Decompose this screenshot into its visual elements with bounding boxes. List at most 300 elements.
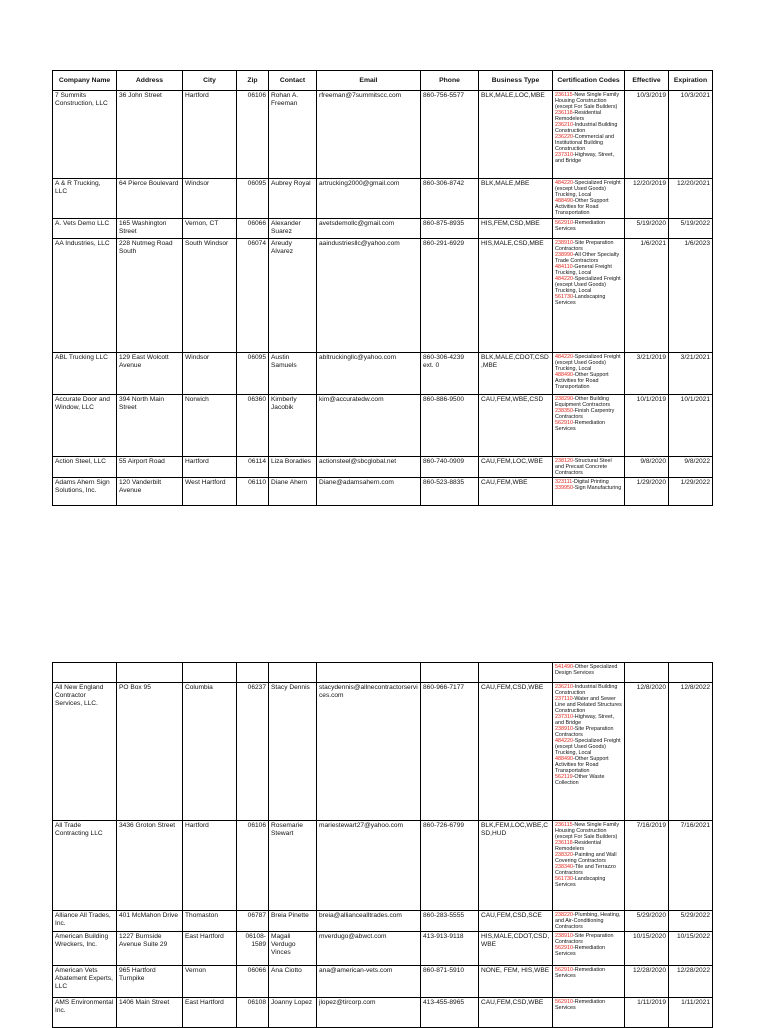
column-header-email: Email bbox=[317, 71, 421, 91]
cert-entry bbox=[555, 738, 622, 756]
cell-effective: 1/11/2019 bbox=[625, 998, 669, 1028]
cell-contact: Alexander Suarez bbox=[269, 219, 317, 239]
cert-code: 238910 bbox=[555, 726, 573, 732]
column-header-effective: Effective bbox=[625, 71, 669, 91]
cell-email[interactable]: artrucking2000@gmail.com bbox=[317, 179, 421, 219]
cell-effective: 5/19/2020 bbox=[625, 219, 669, 239]
cert-desc: -Specialized Freight (except Used Goods) Trucking, Local bbox=[555, 276, 621, 294]
cert-code: 561730 bbox=[555, 876, 573, 882]
cell-zip: 06237 bbox=[237, 683, 269, 821]
cell-type: BLK,MALE,CDOT,CSD,MBE bbox=[479, 353, 553, 395]
cell-expiration: 10/15/2022 bbox=[669, 932, 713, 966]
cell-certs bbox=[553, 663, 625, 683]
cert-code: 238320 bbox=[555, 852, 573, 858]
cell-zip: 06360 bbox=[237, 395, 269, 457]
cert-code: 562910 bbox=[555, 999, 573, 1005]
cert-desc: -Plumbing, Heating, and Air-Conditioning Contractors bbox=[555, 912, 621, 930]
cell-certs bbox=[553, 998, 625, 1028]
cert-desc: -Remediation Services bbox=[555, 220, 606, 232]
cell-phone: 860-756-5577 bbox=[421, 91, 479, 179]
table-row bbox=[53, 457, 713, 478]
cell-certs bbox=[553, 91, 625, 179]
table-row bbox=[53, 911, 713, 932]
cell-expiration: 12/28/2022 bbox=[669, 966, 713, 998]
cell-city: South Windsor bbox=[183, 239, 237, 353]
cell-address: 36 John Street bbox=[117, 91, 183, 179]
cell-expiration: 3/21/2021 bbox=[669, 353, 713, 395]
cell-email[interactable]: avetsdemollc@gmail.com bbox=[317, 219, 421, 239]
cert-entry bbox=[555, 933, 622, 945]
cert-code: 236115 bbox=[555, 822, 573, 828]
cert-entry bbox=[555, 152, 622, 164]
column-header-city: City bbox=[183, 71, 237, 91]
cell-email[interactable]: rfreeman@7summitscc.com bbox=[317, 91, 421, 179]
cert-desc: -Other Specialized Design Services bbox=[555, 664, 618, 676]
cert-entry bbox=[555, 458, 622, 476]
cert-code: 238910 bbox=[555, 933, 573, 939]
cert-code: 561730 bbox=[555, 294, 573, 300]
cert-entry bbox=[555, 276, 622, 294]
cell-effective: 10/15/2020 bbox=[625, 932, 669, 966]
cell-email[interactable]: kim@accuratedw.com bbox=[317, 395, 421, 457]
cell-company: All Trade Contracting LLC bbox=[53, 821, 117, 911]
cert-desc: -Painting and Wall Covering Contractors bbox=[555, 852, 617, 864]
cert-desc: -Remediation Services bbox=[555, 945, 606, 957]
cell-company: Adams Ahern Sign Solutions, Inc. bbox=[53, 478, 117, 506]
cell-phone: 860-726-6799 bbox=[421, 821, 479, 911]
cert-desc: -Specialized Freight (except Used Goods) Trucking, Local bbox=[555, 354, 621, 372]
cell-email[interactable]: jlopez@tircorp.com bbox=[317, 998, 421, 1028]
cert-desc: -Site Preparation Contractors bbox=[555, 726, 614, 738]
cell-effective: 1/29/2020 bbox=[625, 478, 669, 506]
cert-desc: -Remediation Services bbox=[555, 999, 606, 1011]
cert-code: 236118 bbox=[555, 840, 573, 846]
cell-effective: 12/8/2020 bbox=[625, 683, 669, 821]
header-row bbox=[53, 71, 713, 91]
cell-certs bbox=[553, 821, 625, 911]
column-header-company: Company Name bbox=[53, 71, 117, 91]
cert-code: 237110 bbox=[555, 696, 573, 702]
cell-type: BLK,FEM,LOC,WBE,CSD,HUD bbox=[479, 821, 553, 911]
cert-desc: -General Freight Trucking, Local bbox=[555, 264, 612, 276]
cell-phone: 860-523-8835 bbox=[421, 478, 479, 506]
column-header-type: Business Type bbox=[479, 71, 553, 91]
cell-zip: 06108 bbox=[237, 998, 269, 1028]
cell-type: BLK,MALE,LOC,MBE bbox=[479, 91, 553, 179]
cell-empty bbox=[53, 663, 117, 683]
cert-desc: -New Single Family Housing Construction (except For Sale Builders) bbox=[555, 92, 620, 110]
cert-code: 562910 bbox=[555, 220, 573, 226]
cert-desc: -Site Preparation Contractors bbox=[555, 240, 614, 252]
column-header-contact: Contact bbox=[269, 71, 317, 91]
cert-desc: -Specialized Freight (except Used Goods) Trucking, Local bbox=[555, 180, 621, 198]
cell-company: American Vets Abatement Experts, LLC bbox=[53, 966, 117, 998]
cell-certs bbox=[553, 932, 625, 966]
table-row bbox=[53, 683, 713, 821]
cell-contact: Areudy Alvarez bbox=[269, 239, 317, 353]
cert-entry bbox=[555, 912, 622, 930]
cell-city: Hartford bbox=[183, 91, 237, 179]
cert-code: 562910 bbox=[555, 967, 573, 973]
cert-entry bbox=[555, 134, 622, 152]
cell-effective: 1/6/2021 bbox=[625, 239, 669, 353]
cert-entry bbox=[555, 240, 622, 252]
cell-address: 228 Nutmeg Road South bbox=[117, 239, 183, 353]
cert-entry bbox=[555, 420, 622, 432]
cert-desc: -Highway, Street, and Bridge bbox=[555, 714, 614, 726]
cell-city: Windsor bbox=[183, 179, 237, 219]
cert-entry bbox=[555, 664, 622, 676]
cell-type: BLK,MALE,MBE bbox=[479, 179, 553, 219]
cell-phone: 860-875-8935 bbox=[421, 219, 479, 239]
cell-zip: 06106 bbox=[237, 821, 269, 911]
cell-type: CAU,FEM,WBE,CSD bbox=[479, 395, 553, 457]
cell-empty bbox=[421, 663, 479, 683]
cell-contact: Aubrey Royal bbox=[269, 179, 317, 219]
cert-desc: -New Single Family Housing Construction (except For Sale Builders) bbox=[555, 822, 620, 840]
cert-entry bbox=[555, 774, 622, 786]
cert-entry bbox=[555, 864, 622, 876]
continuation-row bbox=[53, 663, 713, 683]
cert-code: 488490 bbox=[555, 756, 573, 762]
cell-contact: Liza Boradies bbox=[269, 457, 317, 478]
cell-city: East Hartford bbox=[183, 932, 237, 966]
cell-address: 1227 Burnside Avenue Suite 29 bbox=[117, 932, 183, 966]
cell-phone: 860-886-9500 bbox=[421, 395, 479, 457]
table-row bbox=[53, 91, 713, 179]
table-row bbox=[53, 219, 713, 239]
cert-entry bbox=[555, 92, 622, 110]
cell-phone: 860-740-0909 bbox=[421, 457, 479, 478]
cert-entry bbox=[555, 822, 622, 840]
cell-address: 3436 Groton Street bbox=[117, 821, 183, 911]
cert-desc: -All Other Specialty Trade Contractors bbox=[555, 252, 620, 264]
cert-desc: -Landscaping Services bbox=[555, 876, 606, 888]
cell-certs bbox=[553, 353, 625, 395]
cell-certs bbox=[553, 179, 625, 219]
cell-effective: 9/8/2020 bbox=[625, 457, 669, 478]
cell-city: East Hartford bbox=[183, 998, 237, 1028]
table-row bbox=[53, 998, 713, 1028]
cell-certs bbox=[553, 457, 625, 478]
cert-code: 541490 bbox=[555, 664, 573, 670]
cell-company: 7 Summits Construction, LLC bbox=[53, 91, 117, 179]
cell-empty bbox=[269, 663, 317, 683]
cell-address: 394 North Main Street bbox=[117, 395, 183, 457]
cert-code: 484220 bbox=[555, 354, 573, 360]
cert-desc: -Commercial and Institutional Building Construction bbox=[555, 134, 615, 152]
cell-contact: Rohan A. Freeman bbox=[269, 91, 317, 179]
cell-company: A. Vets Demo LLC bbox=[53, 219, 117, 239]
cell-effective: 10/1/2019 bbox=[625, 395, 669, 457]
cell-effective: 12/28/2020 bbox=[625, 966, 669, 998]
cell-type: CAU,FEM,WBE bbox=[479, 478, 553, 506]
cell-contact: Rosemarie Stewart bbox=[269, 821, 317, 911]
cell-email[interactable]: aaindustriesllc@yahoo.com bbox=[317, 239, 421, 353]
cert-code: 238910 bbox=[555, 240, 573, 246]
cert-code: 238290 bbox=[555, 396, 573, 402]
cell-expiration: 7/16/2021 bbox=[669, 821, 713, 911]
cell-empty bbox=[669, 663, 713, 683]
cell-phone: 413-455-8965 bbox=[421, 998, 479, 1028]
cell-address: 64 Pierce Boulevard bbox=[117, 179, 183, 219]
cell-effective: 5/29/2020 bbox=[625, 911, 669, 932]
cert-desc: -Water and Sewer Line and Related Structures Construction bbox=[555, 696, 622, 714]
cell-type: CAU,FEM,CSD,WBE bbox=[479, 998, 553, 1028]
cell-expiration: 9/8/2022 bbox=[669, 457, 713, 478]
cert-entry bbox=[555, 264, 622, 276]
vendor-table-1 bbox=[52, 70, 713, 506]
table-row bbox=[53, 395, 713, 457]
cell-expiration: 10/1/2021 bbox=[669, 395, 713, 457]
cell-address: PO Box 95 bbox=[117, 683, 183, 821]
cell-company: American Building Wreckers, Inc. bbox=[53, 932, 117, 966]
cell-email[interactable]: ana@american-vets.com bbox=[317, 966, 421, 998]
cell-effective: 10/3/2019 bbox=[625, 91, 669, 179]
table-row bbox=[53, 821, 713, 911]
cert-code: 236210 bbox=[555, 122, 573, 128]
table-row bbox=[53, 932, 713, 966]
cell-certs bbox=[553, 395, 625, 457]
cert-desc: -Digital Printing bbox=[572, 479, 609, 485]
cell-empty bbox=[625, 663, 669, 683]
column-header-expiration: Expiration bbox=[669, 71, 713, 91]
cell-city: Windsor bbox=[183, 353, 237, 395]
cell-address: 120 Vanderbilt Avenue bbox=[117, 478, 183, 506]
cert-code: 323111 bbox=[555, 479, 573, 485]
cell-zip: 06108-1589 bbox=[237, 932, 269, 966]
cert-code: 484220 bbox=[555, 738, 573, 744]
cell-empty bbox=[237, 663, 269, 683]
cell-address: 165 Washington Street bbox=[117, 219, 183, 239]
cert-entry bbox=[555, 408, 622, 420]
cert-entry bbox=[555, 180, 622, 198]
cert-desc: -Other Support Activities for Road Transportation bbox=[555, 372, 609, 390]
column-header-phone: Phone bbox=[421, 71, 479, 91]
cell-email[interactable]: mariestewart27@yahoo.com bbox=[317, 821, 421, 911]
cert-entry bbox=[555, 354, 622, 372]
cell-zip: 06095 bbox=[237, 353, 269, 395]
cert-code: 238220 bbox=[555, 912, 573, 918]
cert-desc: -Sign Manufacturing bbox=[573, 485, 622, 491]
cert-desc: -Other Support Activities for Road Transportation bbox=[555, 198, 609, 216]
cell-city: West Hartford bbox=[183, 478, 237, 506]
cert-entry bbox=[555, 198, 622, 216]
cert-desc: -Remediation Services bbox=[555, 420, 606, 432]
cell-expiration: 12/8/2022 bbox=[669, 683, 713, 821]
cell-address: 1406 Main Street bbox=[117, 998, 183, 1028]
cert-code: 488490 bbox=[555, 198, 573, 204]
cell-type: CAU,FEM,CSD,SCE bbox=[479, 911, 553, 932]
cell-zip: 06066 bbox=[237, 966, 269, 998]
cert-entry bbox=[555, 485, 622, 491]
cell-contact: Magali Verdugo Vinces bbox=[269, 932, 317, 966]
cert-desc: -Other Waste Collection bbox=[555, 774, 605, 786]
cell-certs bbox=[553, 219, 625, 239]
cell-empty bbox=[317, 663, 421, 683]
cell-expiration: 1/29/2022 bbox=[669, 478, 713, 506]
cell-expiration: 1/11/2021 bbox=[669, 998, 713, 1028]
cell-address: 129 East Wolcott Avenue bbox=[117, 353, 183, 395]
cert-code: 488490 bbox=[555, 372, 573, 378]
cert-entry bbox=[555, 294, 622, 306]
cell-contact: Ana Ciotto bbox=[269, 966, 317, 998]
cert-desc: -Landscaping Services bbox=[555, 294, 606, 306]
cell-contact: Stacy Dennis bbox=[269, 683, 317, 821]
cell-type: NONE, FEM, HIS,WBE bbox=[479, 966, 553, 998]
cell-city: Vernon, CT bbox=[183, 219, 237, 239]
cell-expiration: 5/29/2022 bbox=[669, 911, 713, 932]
cell-zip: 06074 bbox=[237, 239, 269, 353]
cell-certs bbox=[553, 966, 625, 998]
cell-certs bbox=[553, 239, 625, 353]
cell-type: HIS,MALE,CDOT,CSD,WBE bbox=[479, 932, 553, 966]
cert-desc: -Highway, Street, and Bridge bbox=[555, 152, 614, 164]
cert-code: 339950 bbox=[555, 485, 573, 491]
cert-entry bbox=[555, 252, 622, 264]
cert-code: 238350 bbox=[555, 408, 573, 414]
cell-effective: 7/16/2019 bbox=[625, 821, 669, 911]
cell-certs bbox=[553, 683, 625, 821]
cert-desc: -Specialized Freight (except Used Goods) Trucking, Local bbox=[555, 738, 621, 756]
table-row bbox=[53, 179, 713, 219]
cert-code: 238120 bbox=[555, 458, 573, 464]
cert-code: 484220 bbox=[555, 276, 573, 282]
cell-expiration: 1/6/2023 bbox=[669, 239, 713, 353]
column-header-certs: Certification Codes bbox=[553, 71, 625, 91]
table-page-1 bbox=[52, 70, 712, 506]
cert-code: 236220 bbox=[555, 134, 573, 140]
cert-entry bbox=[555, 840, 622, 852]
cert-code: 237310 bbox=[555, 152, 573, 158]
cell-company: Action Steel, LLC bbox=[53, 457, 117, 478]
cell-phone: 860-966-7177 bbox=[421, 683, 479, 821]
cert-entry bbox=[555, 852, 622, 864]
cert-entry bbox=[555, 696, 622, 714]
cell-company: A & R Trucking, LLC bbox=[53, 179, 117, 219]
cell-company: ABL Trucking LLC bbox=[53, 353, 117, 395]
cert-code: 238340 bbox=[555, 864, 573, 870]
column-header-address: Address bbox=[117, 71, 183, 91]
cert-code: 236210 bbox=[555, 684, 573, 690]
cert-entry bbox=[555, 756, 622, 774]
cert-code: 237310 bbox=[555, 714, 573, 720]
table-row bbox=[53, 239, 713, 353]
cert-entry bbox=[555, 726, 622, 738]
cert-entry bbox=[555, 714, 622, 726]
cert-desc: -Finish Carpentry Contractors bbox=[555, 408, 615, 420]
cert-desc: -Industrial Building Construction bbox=[555, 122, 618, 134]
cell-city: Thomaston bbox=[183, 911, 237, 932]
cell-type: CAU,FEM,CSD,WBE bbox=[479, 683, 553, 821]
cell-expiration: 10/3/2021 bbox=[669, 91, 713, 179]
cert-code: 562910 bbox=[555, 420, 573, 426]
cell-city: Hartford bbox=[183, 821, 237, 911]
cell-email[interactable]: Diane@adamsahern.com bbox=[317, 478, 421, 506]
table-row bbox=[53, 478, 713, 506]
table-row bbox=[53, 353, 713, 395]
cell-empty bbox=[479, 663, 553, 683]
cert-desc: -Tile and Terrazzo Contractors bbox=[555, 864, 616, 876]
table-row bbox=[53, 966, 713, 998]
cell-contact: Joanny Lopez bbox=[269, 998, 317, 1028]
cell-phone: 860-871-5910 bbox=[421, 966, 479, 998]
cert-code: 562910 bbox=[555, 945, 573, 951]
cell-city: Hartford bbox=[183, 457, 237, 478]
cell-contact: Kimberly Jacobik bbox=[269, 395, 317, 457]
cert-entry bbox=[555, 967, 622, 979]
column-header-zip: Zip bbox=[237, 71, 269, 91]
cell-type: CAU,FEM,LOC,WBE bbox=[479, 457, 553, 478]
cell-type: HIS,MALE,CSD,MBE bbox=[479, 239, 553, 353]
cell-empty bbox=[117, 663, 183, 683]
cell-empty bbox=[183, 663, 237, 683]
cell-certs bbox=[553, 911, 625, 932]
cell-zip: 06095 bbox=[237, 179, 269, 219]
cert-desc: -Other Support Activities for Road Transportation bbox=[555, 756, 609, 774]
cell-effective: 3/21/2019 bbox=[625, 353, 669, 395]
cell-phone: 860-306-8742 bbox=[421, 179, 479, 219]
cell-expiration: 5/19/2022 bbox=[669, 219, 713, 239]
cell-email[interactable]: breia@alliancealltrades.com bbox=[317, 911, 421, 932]
cell-email[interactable]: abltruckingllc@yahoo.com bbox=[317, 353, 421, 395]
cell-zip: 06066 bbox=[237, 219, 269, 239]
cert-code: 236118 bbox=[555, 110, 573, 116]
cell-email[interactable]: stacydennis@allnecontractorservices.com bbox=[317, 683, 421, 821]
cell-company: Alliance All Trades, Inc. bbox=[53, 911, 117, 932]
cert-entry bbox=[555, 684, 622, 696]
cell-contact: Breia Pinette bbox=[269, 911, 317, 932]
cert-code: 484220 bbox=[555, 180, 573, 186]
cert-entry bbox=[555, 396, 622, 408]
cert-code: 236115 bbox=[555, 92, 573, 98]
cert-desc: -Other Building Equipment Contractors bbox=[555, 396, 611, 408]
cell-city: Vernon bbox=[183, 966, 237, 998]
cell-zip: 06106 bbox=[237, 91, 269, 179]
cell-city: Norwich bbox=[183, 395, 237, 457]
cert-entry bbox=[555, 945, 622, 957]
cell-city: Columbia bbox=[183, 683, 237, 821]
cert-code: 484110 bbox=[555, 264, 573, 270]
table-page-2 bbox=[52, 662, 712, 1028]
cert-entry bbox=[555, 110, 622, 122]
cert-entry bbox=[555, 999, 622, 1011]
cert-entry bbox=[555, 122, 622, 134]
cell-phone: 860-306-4239 ext. 0 bbox=[421, 353, 479, 395]
cell-type: HIS,FEM,CSD,MBE bbox=[479, 219, 553, 239]
cell-email[interactable]: mverdugo@abwct.com bbox=[317, 932, 421, 966]
cert-code: 238990 bbox=[555, 252, 573, 258]
cert-desc: -Industrial Building Construction bbox=[555, 684, 618, 696]
cell-certs bbox=[553, 478, 625, 506]
cell-phone: 860-283-5555 bbox=[421, 911, 479, 932]
cert-desc: -Site Preparation Contractors bbox=[555, 933, 614, 945]
cert-desc: -Remediation Services bbox=[555, 967, 606, 979]
cert-code: 562119 bbox=[555, 774, 573, 780]
cell-contact: Diane Ahern bbox=[269, 478, 317, 506]
cert-entry bbox=[555, 220, 622, 232]
cert-desc: -Structural Steel and Precast Concrete Contractors bbox=[555, 458, 612, 476]
cell-effective: 12/20/2019 bbox=[625, 179, 669, 219]
cert-entry bbox=[555, 876, 622, 888]
vendor-table-2 bbox=[52, 662, 713, 1028]
cell-phone: 860-291-6929 bbox=[421, 239, 479, 353]
cell-company: Accurate Door and Window, LLC bbox=[53, 395, 117, 457]
cell-zip: 06114 bbox=[237, 457, 269, 478]
cell-email[interactable]: actionsteel@sbcglobal.net bbox=[317, 457, 421, 478]
cert-desc: -Residential Remodelers bbox=[555, 110, 602, 122]
cell-company: AA Industries, LLC bbox=[53, 239, 117, 353]
